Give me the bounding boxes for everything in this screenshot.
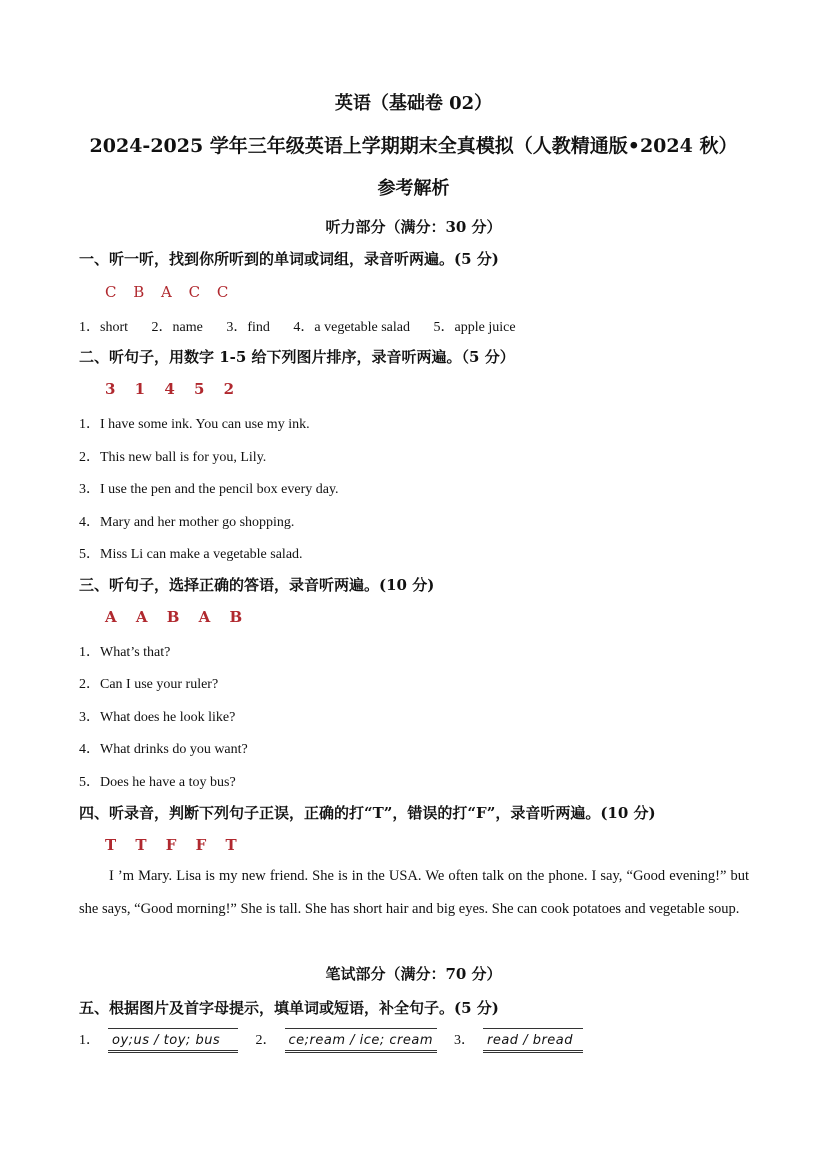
- part1-items: [79, 316, 536, 336]
- item-number: 2．: [255, 1033, 277, 1048]
- list-item: 2．name: [151, 320, 203, 335]
- list-item: 4．What drinks do you want?: [79, 742, 248, 757]
- part3-answers: A A B A B: [105, 608, 243, 626]
- item-number: 3．: [454, 1033, 475, 1048]
- part4-title: 四、听录音，判断下列句子正误，正确的打“T”，错误的打“F”，录音听两遍。(10 分): [79, 804, 656, 822]
- list-item: 4．Mary and her mother go shopping.: [79, 515, 295, 530]
- part4-answers: T T F F T: [105, 836, 237, 854]
- part5-items: [79, 1028, 597, 1053]
- doc-label: 参考解析: [377, 178, 450, 199]
- item-number: 1．: [79, 1033, 100, 1048]
- list-item: 3．What does he look like?: [79, 710, 236, 725]
- part1-answers: C B A C C: [105, 283, 229, 301]
- handwritten-answer: read / bread: [483, 1028, 583, 1053]
- list-item: 5．Miss Li can make a vegetable salad.: [79, 547, 303, 562]
- list-item: 2．Can I use your ruler?: [79, 677, 219, 692]
- list-item: 5．Does he have a toy bus?: [79, 775, 236, 790]
- list-item: 1．What’s that?: [79, 645, 171, 660]
- list-item: 2．This new ball is for you, Lily.: [79, 450, 267, 465]
- list-item: 5．apple juice: [433, 320, 516, 335]
- handwritten-answer: oy;us / toy; bus: [108, 1028, 238, 1053]
- list-item: 3．find: [226, 320, 270, 335]
- part4-passage: I ’m Mary. Lisa is my new friend. She is in the USA. We often talk on the phone. I say, “Good evening!” but she says, “Good morning!” She is tall. She has short hair and big eyes. She can cook potatoes and vegetable soup.: [79, 868, 749, 917]
- handwritten-answer: ce;ream / ice; cream: [285, 1028, 437, 1053]
- part2-answers: 3 1 4 5 2: [105, 380, 235, 398]
- part5-title: 五、根据图片及首字母提示，填单词或短语，补全句子。(5 分): [79, 999, 499, 1017]
- part1-title: 一、听一听，找到你所听到的单词或词组，录音听两遍。(5 分): [79, 250, 499, 268]
- list-item: 1．short: [79, 320, 128, 335]
- doc-title: 英语（基础卷 02）: [334, 93, 493, 114]
- list-item: 3．I use the pen and the pencil box every day.: [79, 482, 339, 497]
- part3-title: 三、听句子，选择正确的答语，录音听两遍。(10 分): [79, 576, 435, 594]
- writing-heading: 笔试部分（满分：70 分）: [325, 965, 502, 983]
- listening-heading: 听力部分（满分：30 分）: [325, 218, 502, 236]
- doc-subtitle: 2024-2025 学年三年级英语上学期期末全真模拟（人教精通版•2024 秋）: [89, 135, 738, 157]
- part2-title: 二、听句子，用数字 1-5 给下列图片排序，录音听两遍。（5 分）: [79, 348, 515, 366]
- list-item: 4．a vegetable salad: [293, 320, 411, 335]
- list-item: 1．I have some ink. You can use my ink.: [79, 417, 310, 432]
